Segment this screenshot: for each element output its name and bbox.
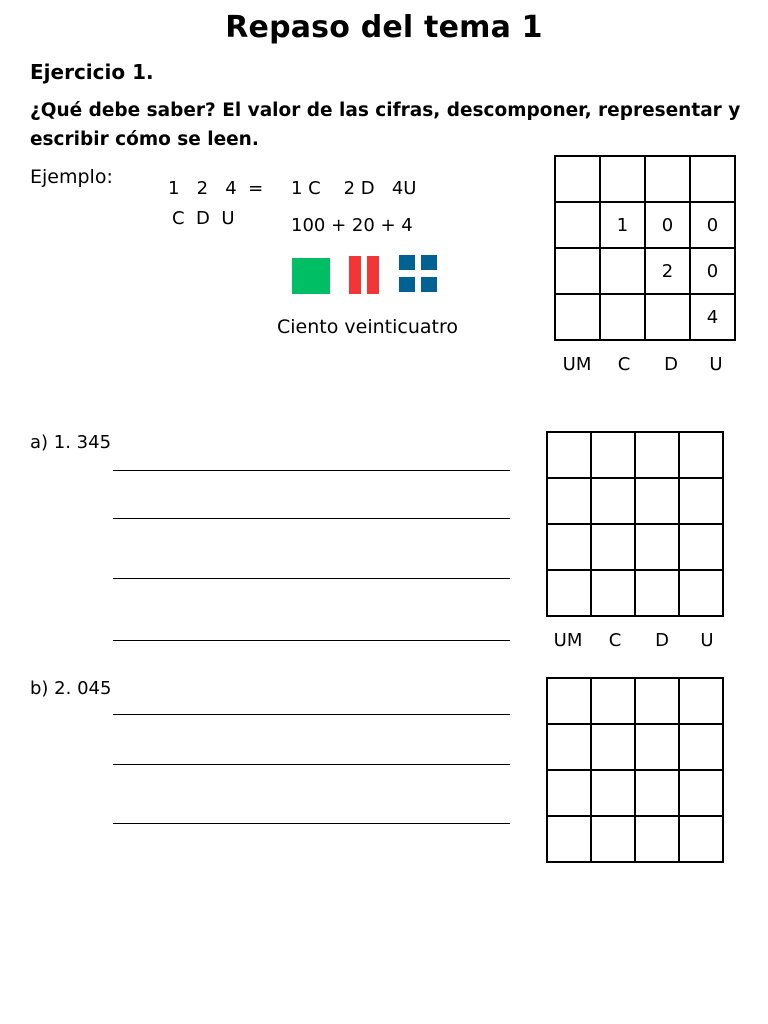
answer-line[interactable] <box>113 640 510 641</box>
grid-cell[interactable] <box>547 432 591 478</box>
grid-cell[interactable] <box>591 432 635 478</box>
question-text: ¿Qué debe saber? El valor de las cifras, descomponer, representar y escribir cómo se leen. <box>30 100 741 150</box>
grid-cell[interactable] <box>591 570 635 616</box>
grid-cell[interactable] <box>635 770 679 816</box>
grid-cell[interactable] <box>679 432 723 478</box>
grid-cell[interactable] <box>635 478 679 524</box>
grid-cell[interactable] <box>591 678 635 724</box>
grid-cell[interactable] <box>635 678 679 724</box>
grid-cell[interactable] <box>591 816 635 862</box>
example-label: Ejemplo: <box>30 166 113 188</box>
answer-line[interactable] <box>113 470 510 471</box>
exercise-title: Ejercicio 1. <box>30 60 154 84</box>
grid-cell <box>555 156 600 202</box>
grid-cell <box>600 156 645 202</box>
example-sum: 100 + 20 + 4 <box>291 215 413 236</box>
exercise-b-grid <box>546 677 724 863</box>
example-digits: 1 2 4 = <box>168 178 264 199</box>
grid-cell[interactable] <box>547 770 591 816</box>
grid-cell: 4 <box>690 294 735 340</box>
grid-cell[interactable] <box>635 432 679 478</box>
grid-cell[interactable] <box>547 478 591 524</box>
grid-cell[interactable] <box>679 570 723 616</box>
page-title: Repaso del tema 1 <box>225 10 543 45</box>
grid-cell: 0 <box>690 248 735 294</box>
grid-cell[interactable] <box>635 570 679 616</box>
grid-cell[interactable] <box>679 724 723 770</box>
grid-header-u: U <box>709 354 723 375</box>
grid-cell[interactable] <box>591 478 635 524</box>
exercise-a-grid <box>546 431 724 617</box>
ten-bar <box>349 256 361 294</box>
grid-cell[interactable] <box>679 816 723 862</box>
grid-cell: 0 <box>690 202 735 248</box>
answer-line[interactable] <box>113 518 510 519</box>
grid-cell[interactable] <box>591 524 635 570</box>
exercise-b-label: b) 2. 045 <box>30 678 112 699</box>
grid-cell[interactable] <box>547 816 591 862</box>
grid-header-d: D <box>655 630 669 651</box>
grid-cell: 1 <box>600 202 645 248</box>
grid-header-u: U <box>700 630 714 651</box>
grid-cell <box>555 248 600 294</box>
grid-cell <box>555 202 600 248</box>
grid-cell[interactable] <box>547 724 591 770</box>
grid-cell <box>645 294 690 340</box>
hundred-block <box>292 258 330 294</box>
unit-cube <box>399 277 415 292</box>
grid-cell[interactable] <box>547 524 591 570</box>
grid-cell[interactable] <box>547 570 591 616</box>
example-decomposition: 1 C 2 D 4U <box>291 178 417 199</box>
grid-cell[interactable] <box>679 770 723 816</box>
grid-cell[interactable] <box>635 524 679 570</box>
unit-cube <box>399 255 415 270</box>
grid-cell[interactable] <box>679 524 723 570</box>
answer-line[interactable] <box>113 714 510 715</box>
grid-cell[interactable] <box>679 478 723 524</box>
grid-cell <box>600 294 645 340</box>
answer-line[interactable] <box>113 823 510 824</box>
exercise-a-label: a) 1. 345 <box>30 432 112 453</box>
grid-cell[interactable] <box>591 770 635 816</box>
example-words: Ciento veinticuatro <box>277 316 458 338</box>
grid-header-c: C <box>608 630 622 651</box>
grid-cell <box>600 248 645 294</box>
grid-cell[interactable] <box>679 678 723 724</box>
grid-cell <box>690 156 735 202</box>
example-place-value-grid <box>554 155 736 341</box>
unit-cube <box>421 277 437 292</box>
answer-line[interactable] <box>113 764 510 765</box>
grid-cell[interactable] <box>635 724 679 770</box>
grid-cell[interactable] <box>547 678 591 724</box>
ten-bar <box>367 256 379 294</box>
unit-cube <box>421 255 437 270</box>
grid-cell <box>645 156 690 202</box>
example-place-values: C D U <box>172 208 235 229</box>
grid-cell <box>555 294 600 340</box>
grid-header-c: C <box>617 354 631 375</box>
grid-cell: 0 <box>645 202 690 248</box>
grid-header-um: UM <box>562 354 592 375</box>
answer-line[interactable] <box>113 578 510 579</box>
grid-cell[interactable] <box>635 816 679 862</box>
grid-header-um: UM <box>553 630 583 651</box>
grid-header-d: D <box>664 354 678 375</box>
grid-cell[interactable] <box>591 724 635 770</box>
grid-cell: 2 <box>645 248 690 294</box>
